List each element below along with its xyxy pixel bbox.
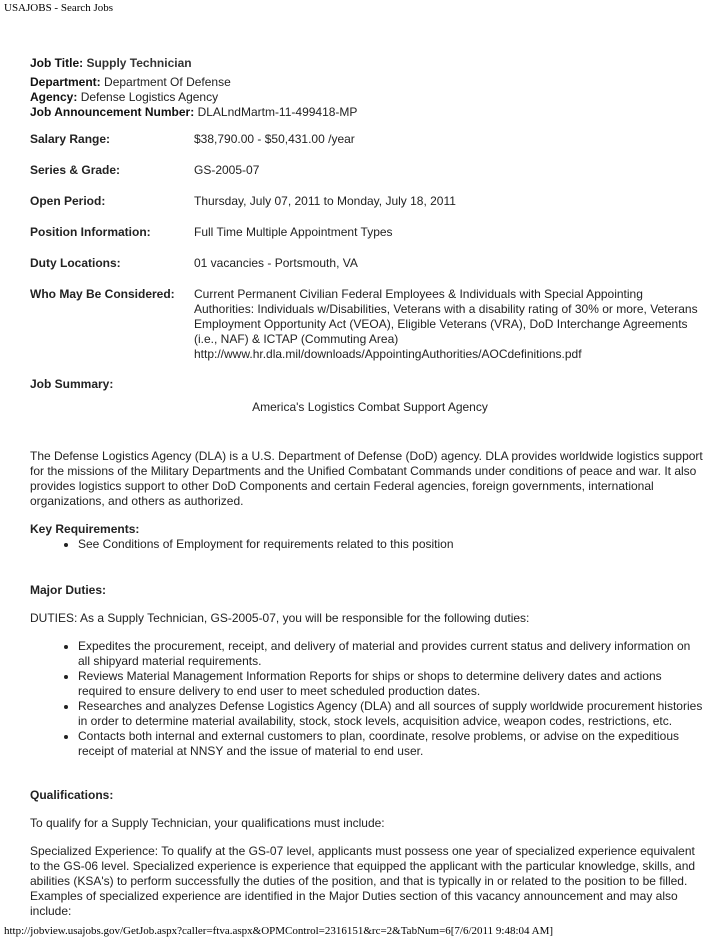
detail-line: Current Permanent Civilian Federal Employees & Individuals with Special Appointing (194, 287, 643, 301)
job-summary-heading: Job Summary: (30, 377, 114, 391)
department-label: Department: (30, 75, 101, 89)
detail-value (194, 256, 710, 271)
department-value: Department Of Defense (104, 75, 231, 89)
detail-value (194, 132, 710, 147)
detail-value (194, 225, 710, 240)
duty-line: • Expedites the procurement, receipt, and delivery of material and provides current status and delivery information on (78, 639, 691, 653)
qualification-line: abilities (KSA's) to perform successfully the duties of the position, and that is typically in or related to the position to be filled. (30, 874, 688, 888)
duty-line: all shipyard material requirements. (78, 654, 262, 668)
duty-line: receipt of material at NNSY and the issue of material to end user. (78, 744, 424, 758)
agency-label: Agency: (30, 90, 78, 104)
page-footer-url: http://jobview.usajobs.gov/GetJob.aspx?caller=ftva.aspx&OPMControl=2316151&rc=2&TabNum=6[7/6/2011 9:48:04 AM] (4, 925, 554, 937)
detail-line: GS-2005-07 (194, 163, 260, 177)
list-item (78, 639, 710, 669)
detail-value (194, 287, 710, 362)
duty-line: • Reviews Material Management Information Reports for ships or shops to determine delivery dates and actions (78, 669, 662, 683)
duties-intro: DUTIES: As a Supply Technician, GS-2005-07, you will be responsible for the following duties: (30, 611, 530, 625)
detail-line: Authorities: Individuals w/Disabilities, Veterans with a disability rating of 30% or more, Veterans (194, 302, 698, 316)
detail-row-position-info (30, 225, 710, 240)
detail-line: 01 vacancies - Portsmouth, VA (194, 256, 358, 270)
job-title-label: Job Title: (30, 56, 84, 70)
qualification-line: Specialized Experience: To qualify at the GS-07 level, applicants must possess one year of specialized experience equivalent (30, 844, 695, 858)
key-requirements-list (30, 537, 710, 552)
agency-tagline: America's Logistics Combat Support Agency (252, 400, 488, 414)
announcement-line (30, 105, 710, 120)
summary-line: for the missions of the Military Departments and the Unified Combatant Commands under conditions of peace and war. It also (30, 464, 697, 478)
duty-line: • Researches and analyzes Defense Logistics Agency (DLA) and all sources of supply worldwide procurement histories (78, 699, 703, 713)
detail-line: Employment Opportunity Act (VEOA), Eligible Veterans (VRA), DoD Interchange Agreements (194, 317, 688, 331)
detail-line: Thursday, July 07, 2011 to Monday, July 18, 2011 (194, 194, 456, 208)
qualifications-intro: To qualify for a Supply Technician, your qualifications must include: (30, 816, 385, 830)
specialized-experience-text (30, 844, 710, 919)
department-line (30, 75, 710, 90)
job-summary-text (30, 449, 710, 509)
job-title: Supply Technician (86, 56, 192, 70)
duty-line: • Contacts both internal and external customers to plan, coordinate, resolve problems, or advise on the expeditious (78, 729, 680, 743)
detail-label: Series & Grade: (30, 163, 121, 177)
detail-row-series-grade (30, 163, 710, 178)
detail-value (194, 194, 710, 209)
detail-label: Duty Locations: (30, 256, 121, 270)
duty-line: in order to determine material availability, stock, stock levels, acquisition advice, weapon codes, restrictions, etc. (78, 714, 673, 728)
agency-value: Defense Logistics Agency (80, 90, 219, 104)
job-announcement (30, 56, 710, 919)
summary-line: provides logistics support to other DoD Components and certain Federal agencies, foreign governments, international (30, 479, 654, 493)
detail-label: Position Information: (30, 225, 151, 239)
summary-line: organizations, and others as authorized. (30, 494, 244, 508)
details-grid (30, 132, 710, 362)
detail-line: (i.e., NAF) & ICTAP (Commuting Area) (194, 332, 399, 346)
major-duties-heading: Major Duties: (30, 583, 107, 597)
qualifications-heading: Qualifications: (30, 788, 114, 802)
summary-line: The Defense Logistics Agency (DLA) is a U.S. Department of Defense (DoD) agency. DLA provides worldwide logistics support (30, 449, 703, 463)
detail-row-duty-locations (30, 256, 710, 271)
detail-label: Who May Be Considered: (30, 287, 175, 301)
detail-line: Full Time Multiple Appointment Types (194, 225, 393, 239)
detail-label: Open Period: (30, 194, 106, 208)
detail-value (194, 163, 710, 178)
list-item: • See Conditions of Employment for requirements related to this position (78, 537, 710, 552)
detail-row-open-period (30, 194, 710, 209)
detail-row-who-may-apply (30, 287, 710, 362)
detail-line: $38,790.00 - $50,431.00 /year (194, 132, 355, 146)
job-title-line (30, 56, 710, 71)
announcement-value: DLALndMartm-11-499418-MP (197, 105, 358, 119)
list-item (78, 669, 710, 699)
page-header-title: USAJOBS - Search Jobs (4, 2, 114, 14)
appointing-authorities-link[interactable]: http://www.hr.dla.mil/downloads/AppointingAuthorities/AOCdefinitions.pdf (194, 347, 582, 361)
announcement-label: Job Announcement Number: (30, 105, 195, 119)
detail-row-salary (30, 132, 710, 147)
list-item (78, 729, 710, 759)
agency-line (30, 90, 710, 105)
qualification-line: to the GS-06 level. Specialized experience is experience that equipped the applicant with the particular knowledge, skills, and (30, 859, 696, 873)
qualification-line: Examples of specialized experience are identified in the Major Duties section of this vacancy announcement and may also (30, 889, 678, 903)
duties-list (30, 639, 710, 759)
qualification-line: include: (30, 904, 72, 918)
duty-line: required to ensure delivery to end user to meet scheduled production dates. (78, 684, 481, 698)
key-requirements-heading: Key Requirements: (30, 522, 140, 536)
detail-label: Salary Range: (30, 132, 111, 146)
list-item (78, 699, 710, 729)
